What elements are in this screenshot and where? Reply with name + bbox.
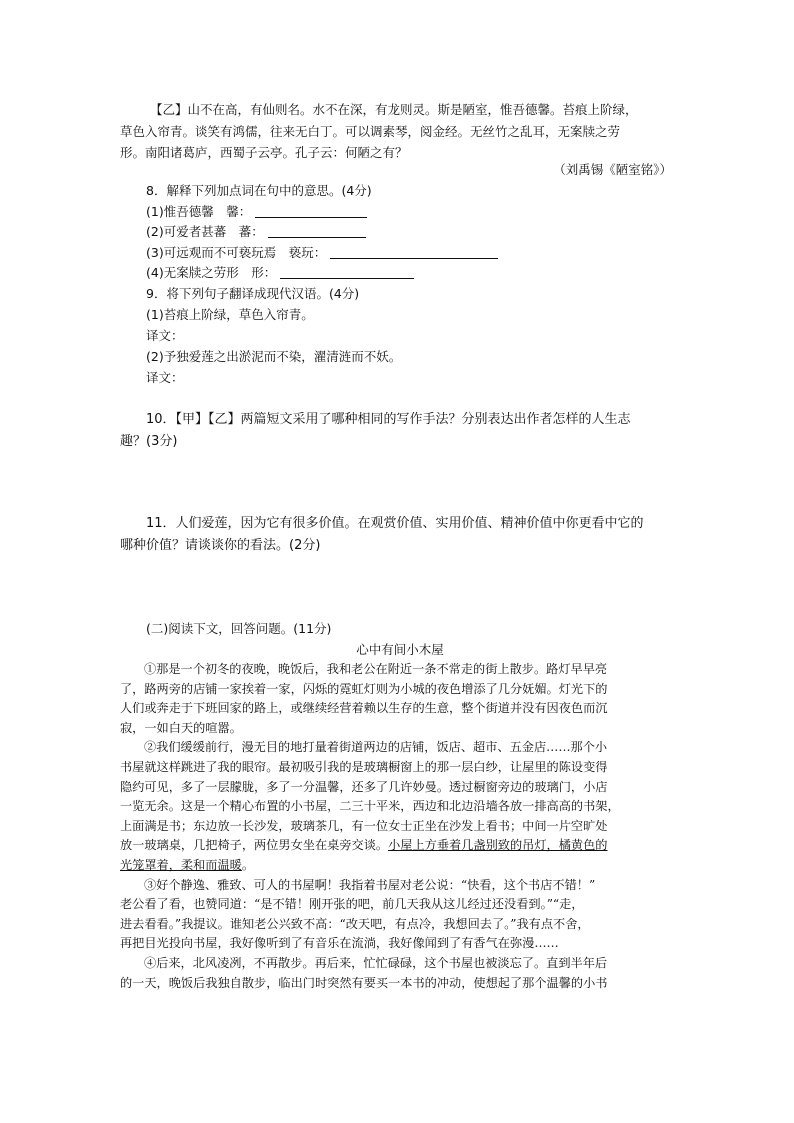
paragraph-4-line-1: ④后来，北风凌冽，不再散步。再后来，忙忙碌碌，这个书屋也被淡忘了。直到半年后	[144, 955, 608, 970]
question-10-line-1: 10．【甲】【乙】两篇短文采用了哪种相同的写作手法？分别表达出作者怎样的人生志	[146, 412, 631, 427]
question-9-answer-2: 译文：	[146, 370, 184, 385]
paragraph-3-line-2: 老公看了看，也赞同道：“是不错！刚开张的吧，前几天我从这儿经过还没看到。”“走，	[120, 897, 584, 912]
question-11-line-1: 11．人们爱莲，因为它有很多价值。在观赏价值、实用价值、精神价值中你更看中它的	[146, 516, 644, 531]
paragraph-2-end: 。	[241, 857, 255, 872]
paragraph-2-text: 放一玻璃桌，几把椅子，两位男女坐在桌旁交谈。	[120, 838, 389, 853]
paragraph-3-line-1: ③好个静逸、雅致、可人的书屋啊！我指着书屋对老公说：“快看，这个书店不错！”	[144, 877, 596, 892]
question-9-answer-1: 译文：	[146, 328, 184, 343]
question-9	[146, 283, 706, 388]
item-text: (3)可远观而不可亵玩焉 亵玩：	[146, 244, 327, 260]
passage-b-line-2: 草色入帘青。谈笑有鸿儒，往来无白丁。可以调素琴，阅金经。无丝竹之乱耳，无案牍之劳	[120, 123, 621, 139]
question-8-item-3	[146, 243, 706, 264]
passage-b-line-3: 形。南阳诸葛庐，西蜀子云亭。孔子云：何陋之有？	[120, 145, 408, 160]
answer-blank[interactable]	[255, 204, 367, 218]
paragraph-4-line-2: 的一天，晚饭后我独自散步，临出门时突然有要买一本书的冲动，使想起了那个温馨的小书	[120, 975, 608, 990]
answer-blank[interactable]	[280, 265, 414, 279]
paragraph-2-line-1: ②我们缓缓前行，漫无目的地打量着街道两边的店铺，饭店、超市、五金店……那个小	[144, 740, 608, 755]
paragraph-1-line-1: ①那是一个初冬的夜晚，晚饭后，我和老公在附近一条不常走的街上散步。路灯早早亮	[144, 662, 608, 676]
answer-blank[interactable]	[268, 224, 366, 238]
item-text: (2)可爱者甚蕃 蕃：	[146, 224, 264, 239]
paragraph-1-line-3: 人们或奔走于下班回家的路上，或继续经营着赖以生存的生意，整个街道并没有因夜色而沉	[120, 701, 608, 716]
passage-b-line-1: 【乙】山不在高，有仙则名。水不在深，有龙则灵。斯是陋室，惟吾德馨。苔痕上阶绿，	[150, 102, 638, 117]
question-11	[120, 513, 680, 557]
answer-blank[interactable]	[330, 245, 498, 259]
paragraph-2-line-4: 一览无余。这是一个精心布置的小书屋，二三十平米，西边和北边沿墙各放一排高高的书架，	[120, 799, 620, 814]
underlined-sentence-part-1: 小屋上方垂着几盏别致的吊灯，橘黄色的	[388, 838, 608, 853]
question-10	[120, 409, 680, 453]
paragraph-2-line-7	[120, 856, 680, 876]
item-text: (4)无案牍之劳形 形：	[146, 265, 277, 280]
question-9-sentence-2: (2)予独爱莲之出淤泥而不染，濯清涟而不妖。	[146, 349, 402, 364]
article-body	[120, 660, 680, 993]
question-8-item-2	[146, 222, 706, 243]
question-9-stem: 9．将下列句子翻译成现代汉语。(4分)	[146, 286, 360, 301]
paragraph-2-line-3: 隐约可见，多了一层朦胧，多了一分温馨，还多了几许妙曼。透过橱窗旁边的玻璃门，小店	[120, 779, 608, 794]
question-9-sentence-1: (1)苔痕上阶绿，草色入帘青。	[146, 307, 314, 322]
question-8-stem: 8．解释下列加点词在句中的意思。(4分)	[146, 183, 372, 198]
paragraph-2-line-2: 书屋就这样跳进了我的眼帘。最初吸引我的是玻璃橱窗上的那一层白纱，让屋里的陈设变得	[120, 759, 608, 774]
paragraph-2-line-6	[120, 836, 680, 856]
question-10-line-2: 趣？(3分)	[120, 434, 178, 449]
paragraph-1-line-2: 了，路两旁的店铺一家挨着一家，闪烁的霓虹灯则为小城的夜色增添了几分妩媚。灯光下的	[120, 681, 608, 696]
question-8	[146, 181, 706, 284]
underlined-sentence-part-2: 光笼罩着，柔和而温暖	[120, 857, 242, 872]
passage-b	[120, 99, 680, 164]
question-8-item-4	[146, 263, 706, 284]
passage-b-source: （刘禹锡《陋室铭》）	[553, 162, 672, 177]
paragraph-2-line-5: 上面满是书；东边放一长沙发，玻璃茶几，有一位女士正坐在沙发上看书；中间一片空旷处	[120, 818, 608, 833]
section-2-heading: (二)阅读下文，回答问题。(11分)	[146, 621, 332, 636]
question-8-item-1	[146, 202, 706, 223]
article-title: 心中有间小木屋	[356, 642, 444, 657]
item-text: (1)惟吾德馨 馨：	[146, 203, 252, 219]
question-11-line-2: 哪种价值？请谈谈你的看法。(2分)	[120, 538, 321, 553]
paragraph-3-line-3: 进去看看。”我提议。谁知老公兴致不高：“改天吧，有点冷，我想回去了。”我有点不舍，	[120, 916, 590, 931]
paragraph-3-line-4: 再把目光投向书屋，我好像听到了有音乐在流淌，我好像闻到了有香气在弥漫……	[120, 936, 559, 951]
paragraph-1-line-4: 寂，一如白天的喧嚣。	[120, 720, 242, 735]
